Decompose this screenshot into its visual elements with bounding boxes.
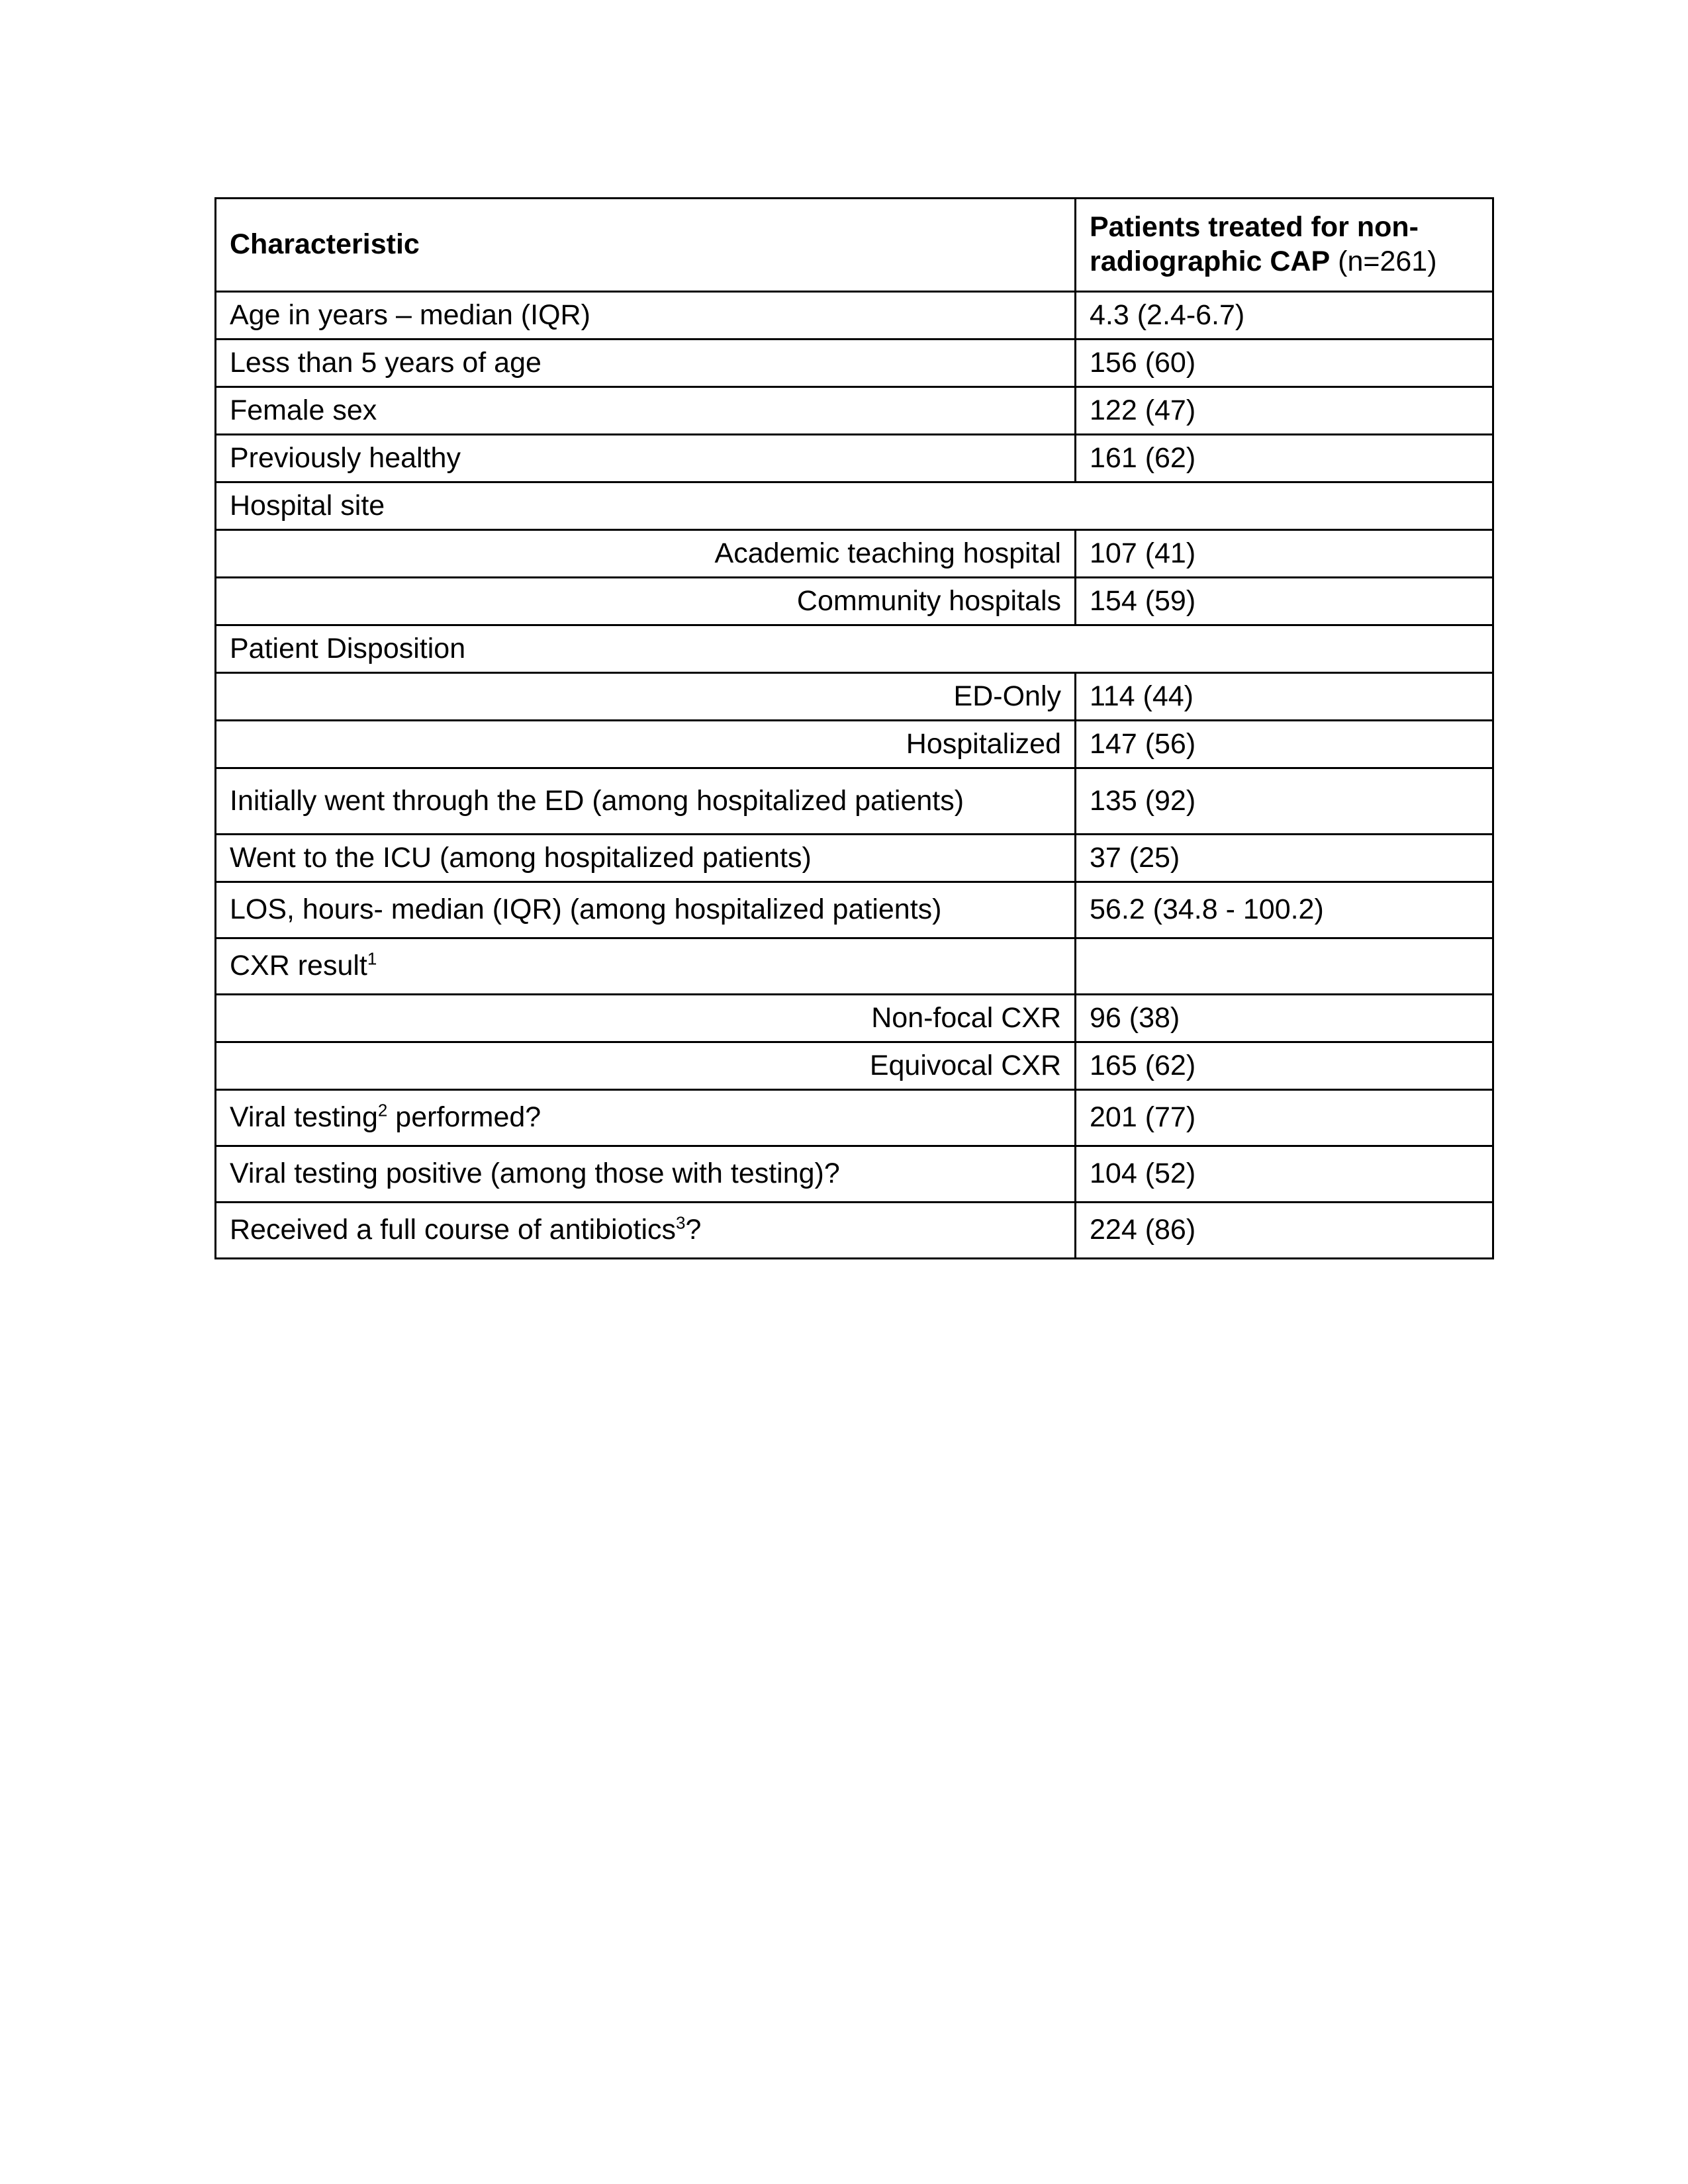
- table-row: [216, 1042, 1493, 1090]
- row-value: 107 (41): [1076, 530, 1493, 578]
- table-row: [216, 882, 1493, 938]
- table-row: [216, 340, 1493, 387]
- row-label-text: Viral testing: [230, 1101, 378, 1134]
- table-row: [216, 435, 1493, 482]
- row-value: 201 (77): [1076, 1090, 1493, 1146]
- row-value: 161 (62): [1076, 435, 1493, 482]
- footnote-marker: 2: [377, 1100, 388, 1120]
- table-row: [216, 1146, 1493, 1203]
- row-label: Initially went through the ED (among hospitalized patients): [216, 768, 1076, 835]
- table-row: [216, 292, 1493, 340]
- row-value: 96 (38): [1076, 995, 1493, 1042]
- row-label: Age in years – median (IQR): [216, 292, 1076, 340]
- row-label-text-post: performed?: [387, 1101, 541, 1134]
- row-label: Female sex: [216, 387, 1076, 435]
- row-label-antibiotics: [216, 1203, 1076, 1259]
- row-label: Academic teaching hospital: [216, 530, 1076, 578]
- table-row: [216, 995, 1493, 1042]
- table-row: [216, 768, 1493, 835]
- header-patients: [1076, 199, 1493, 292]
- row-value: 165 (62): [1076, 1042, 1493, 1090]
- row-label: Hospitalized: [216, 721, 1076, 768]
- row-label: Non-focal CXR: [216, 995, 1076, 1042]
- row-value: 104 (52): [1076, 1146, 1493, 1203]
- header-patients-n: (n=261): [1330, 246, 1437, 277]
- row-label: Went to the ICU (among hospitalized patients): [216, 835, 1076, 882]
- row-label: Previously healthy: [216, 435, 1076, 482]
- row-value: 122 (47): [1076, 387, 1493, 435]
- row-label: Equivocal CXR: [216, 1042, 1076, 1090]
- row-value: 37 (25): [1076, 835, 1493, 882]
- row-value: 154 (59): [1076, 578, 1493, 625]
- table-row: [216, 578, 1493, 625]
- row-label: Viral testing positive (among those with testing)?: [216, 1146, 1076, 1203]
- row-label: LOS, hours- median (IQR) (among hospitalized patients): [216, 882, 1076, 938]
- header-patients-line2: radiographic CAP: [1090, 246, 1331, 277]
- table-section-row: [216, 482, 1493, 530]
- row-value: 135 (92): [1076, 768, 1493, 835]
- row-value: 147 (56): [1076, 721, 1493, 768]
- header-characteristic: Characteristic: [216, 199, 1076, 292]
- footnote-marker: 1: [367, 948, 377, 969]
- row-label: Community hospitals: [216, 578, 1076, 625]
- row-label: Less than 5 years of age: [216, 340, 1076, 387]
- row-label-text: Received a full course of antibiotics: [230, 1214, 677, 1246]
- table-row: [216, 673, 1493, 721]
- table-row: [216, 938, 1493, 995]
- table-row: [216, 387, 1493, 435]
- header-patients-line1: Patients treated for non-: [1090, 211, 1419, 244]
- table-header-row: [216, 199, 1493, 292]
- table-row: [216, 1203, 1493, 1259]
- table-row: [216, 835, 1493, 882]
- characteristics-table: [214, 197, 1494, 1259]
- table-row: [216, 1090, 1493, 1146]
- row-value: 114 (44): [1076, 673, 1493, 721]
- row-label-cxr-result: [216, 938, 1076, 995]
- table-row: [216, 530, 1493, 578]
- section-label-patient-disposition: Patient Disposition: [216, 625, 1493, 673]
- row-label-text: CXR result: [230, 950, 367, 982]
- row-value: 4.3 (2.4-6.7): [1076, 292, 1493, 340]
- table-row: [216, 721, 1493, 768]
- row-label-viral-testing: [216, 1090, 1076, 1146]
- row-value: 156 (60): [1076, 340, 1493, 387]
- row-label: ED-Only: [216, 673, 1076, 721]
- row-label-text-post: ?: [685, 1214, 702, 1246]
- table-section-row: [216, 625, 1493, 673]
- row-value: [1076, 938, 1493, 995]
- row-value: 56.2 (34.8 - 100.2): [1076, 882, 1493, 938]
- section-label-hospital-site: Hospital site: [216, 482, 1493, 530]
- characteristics-table-container: [214, 197, 1492, 1259]
- footnote-marker: 3: [676, 1212, 686, 1233]
- row-value: 224 (86): [1076, 1203, 1493, 1259]
